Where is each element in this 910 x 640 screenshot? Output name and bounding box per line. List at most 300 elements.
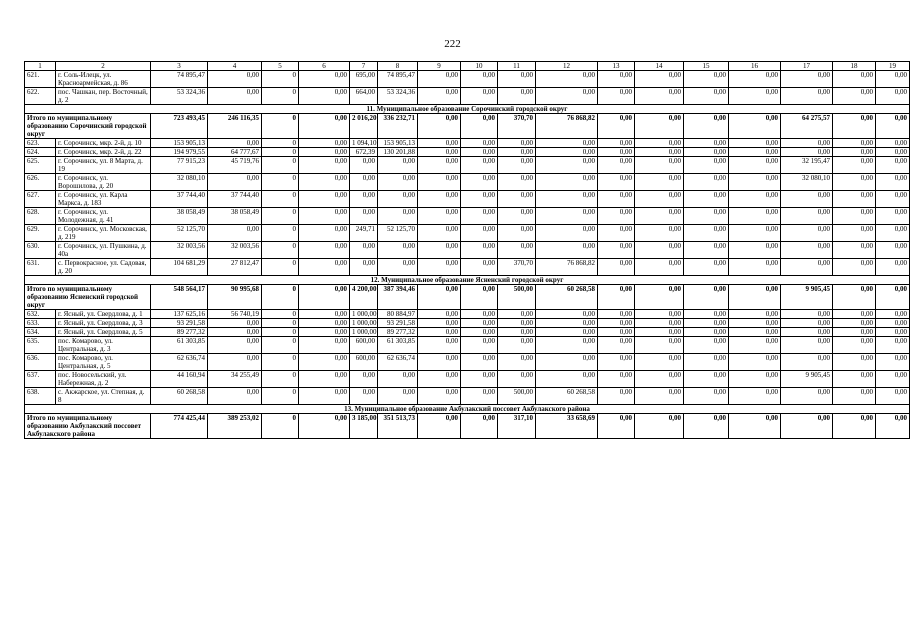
table-cell: 0,00 (833, 354, 876, 371)
table-cell: 9 905,45 (781, 285, 833, 310)
table-row (25, 371, 910, 388)
table-cell: 0,00 (876, 208, 910, 225)
address-cell: пос. Новосельский, ул. Набережная, д. 2 (56, 371, 151, 388)
table-cell: 0,00 (498, 71, 536, 88)
table-cell: 0,00 (498, 242, 536, 259)
table-cell: 0,00 (461, 88, 498, 105)
table-cell: 0,00 (378, 259, 418, 276)
table-cell: 0 (262, 139, 299, 148)
row-number: 627. (25, 191, 56, 208)
column-number: 3 (151, 62, 208, 71)
row-number: 621. (25, 71, 56, 88)
table-row (25, 139, 910, 148)
table-cell: 0,00 (833, 114, 876, 139)
table-cell: 249,71 (350, 225, 378, 242)
total-label: Итого по муниципальному образованию Ясненский городской округ (25, 285, 151, 310)
table-cell: 0,00 (418, 191, 461, 208)
row-number: 625. (25, 157, 56, 174)
table-cell: 0,00 (729, 157, 781, 174)
table-cell: 0,00 (635, 225, 684, 242)
table-cell: 0,00 (536, 328, 598, 337)
table-cell: 0 (262, 225, 299, 242)
address-cell: г. Сорочинск, мкр. 2-й, д. 22 (56, 148, 151, 157)
table-cell: 0 (262, 337, 299, 354)
address-cell: пос. Комарово, ул. Центральная, д. 5 (56, 354, 151, 371)
table-cell: 0,00 (684, 414, 729, 439)
table-cell: 74 895,47 (151, 71, 208, 88)
table-cell: 672,39 (350, 148, 378, 157)
table-row (25, 259, 910, 276)
table-cell: 0,00 (684, 114, 729, 139)
table-cell: 80 884,97 (378, 310, 418, 319)
column-number: 17 (781, 62, 833, 71)
row-number: 622. (25, 88, 56, 105)
table-cell: 76 868,82 (536, 114, 598, 139)
address-cell: г. Сорочинск, ул. Карла Маркса, д. 183 (56, 191, 151, 208)
table-cell: 0,00 (299, 114, 350, 139)
table-cell: 38 058,49 (208, 208, 262, 225)
table-cell: 0,00 (536, 354, 598, 371)
table-cell: 0,00 (684, 319, 729, 328)
address-cell: г. Ясный, ул. Свердлова, д. 3 (56, 319, 151, 328)
table-cell: 0,00 (635, 114, 684, 139)
table-cell: 0,00 (461, 208, 498, 225)
table-cell: 0,00 (781, 414, 833, 439)
table-cell: 0,00 (461, 148, 498, 157)
table-cell: 0,00 (598, 328, 635, 337)
table-cell: 0,00 (299, 157, 350, 174)
table-cell: 27 812,47 (208, 259, 262, 276)
table-cell: 0,00 (729, 242, 781, 259)
address-cell: с. Первокрасное, ул. Садовая, д. 20 (56, 259, 151, 276)
table-cell: 0,00 (498, 191, 536, 208)
table-cell: 89 277,32 (151, 328, 208, 337)
table-cell: 0,00 (833, 225, 876, 242)
table-cell: 774 425,44 (151, 414, 208, 439)
table-cell: 0,00 (876, 371, 910, 388)
table-cell: 0,00 (781, 354, 833, 371)
table-cell: 0,00 (350, 174, 378, 191)
row-number: 638. (25, 388, 56, 405)
table-cell: 0,00 (598, 285, 635, 310)
table-cell: 0 (262, 354, 299, 371)
table-cell: 0 (262, 388, 299, 405)
table-cell: 0,00 (876, 337, 910, 354)
table-cell: 0,00 (684, 225, 729, 242)
column-number: 12 (536, 62, 598, 71)
table-cell: 0 (262, 88, 299, 105)
column-number: 8 (378, 62, 418, 71)
table-cell: 0,00 (833, 242, 876, 259)
table-cell: 0,00 (418, 114, 461, 139)
table-cell: 0,00 (299, 319, 350, 328)
table-cell: 0,00 (598, 388, 635, 405)
table-cell: 56 740,19 (208, 310, 262, 319)
table-cell: 0,00 (833, 88, 876, 105)
table-cell: 0,00 (208, 388, 262, 405)
table-cell: 0,00 (598, 208, 635, 225)
address-cell: пос. Чашкан, пер. Восточный, д. 2 (56, 88, 151, 105)
table-cell: 0,00 (418, 310, 461, 319)
table-cell: 0,00 (833, 319, 876, 328)
table-cell: 0,00 (498, 371, 536, 388)
table-cell: 0,00 (498, 310, 536, 319)
table-cell: 0,00 (598, 71, 635, 88)
table-cell: 0,00 (635, 414, 684, 439)
table-cell: 0,00 (876, 157, 910, 174)
table-cell: 0,00 (418, 414, 461, 439)
table-cell: 0,00 (684, 285, 729, 310)
table-cell: 370,70 (498, 114, 536, 139)
table-cell: 0,00 (684, 148, 729, 157)
table-cell: 0,00 (729, 328, 781, 337)
table-cell: 0,00 (461, 285, 498, 310)
table-cell: 0,00 (876, 388, 910, 405)
row-number: 624. (25, 148, 56, 157)
table-cell: 0,00 (684, 388, 729, 405)
row-number: 628. (25, 208, 56, 225)
table-cell: 0,00 (781, 310, 833, 319)
table-cell: 0,00 (729, 354, 781, 371)
table-cell: 0,00 (461, 139, 498, 148)
table-row (25, 388, 910, 405)
table-cell: 0,00 (350, 191, 378, 208)
table-cell: 0 (262, 191, 299, 208)
table-cell: 0,00 (684, 337, 729, 354)
section-title: 13. Муниципальное образование Акбулакский поссовет Акбулакского района (25, 405, 910, 414)
table-cell: 0,00 (418, 174, 461, 191)
table-cell: 33 658,69 (536, 414, 598, 439)
column-number: 2 (56, 62, 151, 71)
table-cell: 0,00 (378, 242, 418, 259)
table-cell: 0,00 (833, 191, 876, 208)
table-cell: 0,00 (498, 157, 536, 174)
table-cell: 0,00 (461, 259, 498, 276)
row-number: 633. (25, 319, 56, 328)
table-cell: 664,00 (350, 88, 378, 105)
table-cell: 0 (262, 259, 299, 276)
table-cell: 0,00 (598, 174, 635, 191)
table-cell: 0,00 (833, 157, 876, 174)
table-cell: 0,00 (299, 71, 350, 88)
table-cell: 0,00 (598, 157, 635, 174)
table-cell: 0,00 (635, 328, 684, 337)
column-number: 18 (833, 62, 876, 71)
table-cell: 0,00 (729, 388, 781, 405)
table-cell: 0,00 (418, 71, 461, 88)
table-cell: 60 268,58 (536, 388, 598, 405)
table-cell: 0,00 (598, 225, 635, 242)
address-cell: г. Сорочинск, ул. 8 Марта, д. 19 (56, 157, 151, 174)
table-cell: 0,00 (208, 139, 262, 148)
table-cell: 77 915,23 (151, 157, 208, 174)
table-cell: 0,00 (378, 191, 418, 208)
table-cell: 0,00 (208, 354, 262, 371)
row-number: 637. (25, 371, 56, 388)
table-cell: 0,00 (536, 174, 598, 191)
column-number: 14 (635, 62, 684, 71)
table-cell: 0,00 (729, 225, 781, 242)
table-cell: 0,00 (781, 328, 833, 337)
table-cell: 0 (262, 328, 299, 337)
table-cell: 104 681,29 (151, 259, 208, 276)
table-cell: 62 636,74 (151, 354, 208, 371)
table-cell: 53 324,36 (378, 88, 418, 105)
table-cell: 0,00 (299, 371, 350, 388)
table-cell: 0,00 (461, 319, 498, 328)
table-cell: 548 564,17 (151, 285, 208, 310)
table-cell: 0,00 (536, 225, 598, 242)
table-cell: 0,00 (498, 328, 536, 337)
table-cell: 0,00 (684, 371, 729, 388)
table-cell: 0,00 (299, 328, 350, 337)
column-number: 4 (208, 62, 262, 71)
table-cell: 0,00 (781, 208, 833, 225)
table-cell: 0,00 (461, 388, 498, 405)
total-row (25, 114, 910, 139)
table-cell: 137 625,16 (151, 310, 208, 319)
table-cell: 62 636,74 (378, 354, 418, 371)
column-number: 5 (262, 62, 299, 71)
table-cell: 0,00 (378, 371, 418, 388)
table-cell: 89 277,32 (378, 328, 418, 337)
table-cell: 0,00 (598, 337, 635, 354)
table-cell: 0 (262, 310, 299, 319)
table-cell: 0,00 (498, 174, 536, 191)
table-cell: 0,00 (536, 191, 598, 208)
table-cell: 52 125,70 (151, 225, 208, 242)
table-cell: 0,00 (729, 337, 781, 354)
table-cell: 1 000,00 (350, 319, 378, 328)
section-title: 12. Муниципальное образование Ясненский городской округ (25, 276, 910, 285)
address-cell: г. Сорочинск, ул. Ворошилова, д. 20 (56, 174, 151, 191)
table-cell: 0,00 (598, 191, 635, 208)
table-cell: 60 268,58 (151, 388, 208, 405)
table-cell: 317,10 (498, 414, 536, 439)
table-cell: 0,00 (729, 208, 781, 225)
table-cell: 0,00 (635, 371, 684, 388)
table-cell: 0,00 (729, 414, 781, 439)
table-cell: 0,00 (378, 157, 418, 174)
table-cell: 0,00 (833, 414, 876, 439)
table-cell: 0,00 (684, 191, 729, 208)
table-cell: 0,00 (684, 71, 729, 88)
table-cell: 0,00 (781, 139, 833, 148)
table-cell: 0,00 (418, 208, 461, 225)
table-cell: 0,00 (781, 88, 833, 105)
table-cell: 0 (262, 319, 299, 328)
table-cell: 0,00 (299, 414, 350, 439)
table-cell: 0,00 (461, 174, 498, 191)
table-cell: 0,00 (350, 259, 378, 276)
table-cell: 0,00 (729, 88, 781, 105)
table-cell: 0,00 (876, 242, 910, 259)
address-cell: г. Сорочинск, ул. Молодежная, д. 41 (56, 208, 151, 225)
table-cell: 0,00 (598, 139, 635, 148)
table-cell: 351 513,73 (378, 414, 418, 439)
table-cell: 0,00 (461, 242, 498, 259)
table-cell: 0,00 (536, 157, 598, 174)
table-cell: 0,00 (876, 225, 910, 242)
table-cell: 0,00 (729, 310, 781, 319)
table-cell: 0 (262, 371, 299, 388)
table-cell: 0,00 (598, 114, 635, 139)
table-cell: 695,00 (350, 71, 378, 88)
table-cell: 0,00 (781, 319, 833, 328)
row-number: 626. (25, 174, 56, 191)
table-body (25, 62, 910, 439)
table-cell: 0,00 (418, 225, 461, 242)
table-row (25, 157, 910, 174)
table-cell: 0,00 (729, 174, 781, 191)
table-cell: 0,00 (684, 157, 729, 174)
table-cell: 32 080,10 (781, 174, 833, 191)
total-label: Итого по муниципальному образованию Сорочинский городской округ (25, 114, 151, 139)
table-cell: 0,00 (833, 148, 876, 157)
table-cell: 153 905,13 (151, 139, 208, 148)
section-header-row (25, 276, 910, 285)
table-cell: 0,00 (684, 88, 729, 105)
row-number: 634. (25, 328, 56, 337)
table-cell: 38 058,49 (151, 208, 208, 225)
table-cell: 0,00 (418, 259, 461, 276)
table-cell: 0,00 (536, 208, 598, 225)
table-cell: 0,00 (833, 388, 876, 405)
table-cell: 0,00 (833, 310, 876, 319)
table-cell: 0,00 (350, 208, 378, 225)
table-cell: 0,00 (833, 337, 876, 354)
table-cell: 0,00 (635, 319, 684, 328)
table-cell: 0,00 (418, 285, 461, 310)
table-cell: 0 (262, 414, 299, 439)
table-cell: 0,00 (833, 371, 876, 388)
total-label: Итого по муниципальному образованию Акбулакский поссовет Акбулакского района (25, 414, 151, 439)
table-cell: 0,00 (536, 242, 598, 259)
column-number: 19 (876, 62, 910, 71)
column-number: 7 (350, 62, 378, 71)
table-cell: 0,00 (536, 88, 598, 105)
table-row (25, 191, 910, 208)
table-cell: 0,00 (635, 139, 684, 148)
table-cell: 0,00 (418, 328, 461, 337)
table-cell: 0,00 (498, 354, 536, 371)
table-cell: 0,00 (781, 388, 833, 405)
table-cell: 0,00 (781, 71, 833, 88)
table-cell: 0,00 (684, 174, 729, 191)
table-cell: 0,00 (684, 310, 729, 319)
table-cell: 0,00 (208, 328, 262, 337)
table-cell: 0,00 (418, 157, 461, 174)
table-cell: 0,00 (598, 148, 635, 157)
table-cell: 2 016,20 (350, 114, 378, 139)
row-number: 630. (25, 242, 56, 259)
table-cell: 0,00 (378, 208, 418, 225)
table-cell: 44 160,94 (151, 371, 208, 388)
table-cell: 0 (262, 71, 299, 88)
table-cell: 0,00 (299, 354, 350, 371)
address-cell: пос. Комарово, ул. Центральная, д. 3 (56, 337, 151, 354)
table-cell: 500,00 (498, 388, 536, 405)
table-cell: 0,00 (781, 242, 833, 259)
row-number: 636. (25, 354, 56, 371)
column-number: 11 (498, 62, 536, 71)
table-row (25, 310, 910, 319)
row-number: 629. (25, 225, 56, 242)
table-cell: 0,00 (729, 285, 781, 310)
table-cell: 370,70 (498, 259, 536, 276)
table-cell: 0,00 (498, 88, 536, 105)
table-cell: 0,00 (635, 157, 684, 174)
table-cell: 0,00 (876, 88, 910, 105)
section-title: 11. Муниципальное образование Сорочинский городской округ (25, 105, 910, 114)
address-cell: г. Ясный, ул. Свердлова, д. 5 (56, 328, 151, 337)
table-cell: 0,00 (350, 242, 378, 259)
row-number: 623. (25, 139, 56, 148)
table-cell: 74 895,47 (378, 71, 418, 88)
table-cell: 0,00 (299, 191, 350, 208)
address-cell: г. Соль-Илецк, ул. Красноармейская, д. 86 (56, 71, 151, 88)
table-cell: 0,00 (684, 259, 729, 276)
table-cell: 3 185,00 (350, 414, 378, 439)
table-cell: 0,00 (684, 139, 729, 148)
total-row (25, 414, 910, 439)
table-cell: 0,00 (299, 208, 350, 225)
table-cell: 0,00 (635, 285, 684, 310)
table-cell: 0,00 (299, 148, 350, 157)
table-cell: 0,00 (418, 148, 461, 157)
table-cell: 0,00 (833, 285, 876, 310)
table-cell: 0,00 (635, 208, 684, 225)
table-cell: 61 303,85 (151, 337, 208, 354)
table-cell: 0,00 (299, 225, 350, 242)
table-cell: 4 200,00 (350, 285, 378, 310)
table-cell: 61 303,85 (378, 337, 418, 354)
table-cell: 0,00 (684, 208, 729, 225)
table-cell: 0,00 (418, 337, 461, 354)
table-cell: 0 (262, 174, 299, 191)
table-cell: 0,00 (729, 191, 781, 208)
table-cell: 37 744,40 (208, 191, 262, 208)
table-row (25, 208, 910, 225)
table-cell: 0,00 (350, 371, 378, 388)
table-cell: 0,00 (461, 414, 498, 439)
table-cell: 0,00 (418, 371, 461, 388)
table-cell: 0,00 (378, 174, 418, 191)
table-cell: 9 905,45 (781, 371, 833, 388)
table-cell: 0,00 (299, 139, 350, 148)
table-cell: 0,00 (461, 225, 498, 242)
table-cell: 0,00 (833, 71, 876, 88)
table-cell: 0,00 (876, 310, 910, 319)
table-cell: 0,00 (461, 328, 498, 337)
table-cell: 0,00 (598, 354, 635, 371)
table-cell: 0,00 (350, 157, 378, 174)
table-cell: 0,00 (299, 285, 350, 310)
table-cell: 0,00 (536, 71, 598, 88)
table-cell: 0,00 (418, 354, 461, 371)
table-cell: 0,00 (635, 174, 684, 191)
table-cell: 0,00 (299, 310, 350, 319)
table-cell: 0,00 (461, 310, 498, 319)
table-cell: 32 195,47 (781, 157, 833, 174)
table-row (25, 225, 910, 242)
table-cell: 0,00 (208, 337, 262, 354)
table-cell: 0,00 (536, 337, 598, 354)
table-cell: 0,00 (461, 371, 498, 388)
table-cell: 0,00 (461, 157, 498, 174)
table-row (25, 354, 910, 371)
table-cell: 0,00 (299, 242, 350, 259)
